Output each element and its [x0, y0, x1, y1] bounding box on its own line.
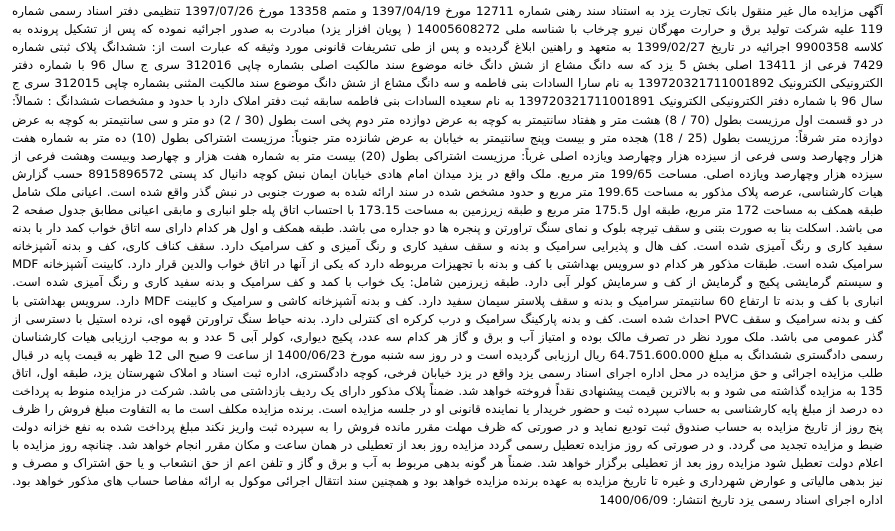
notice-body: آگهی مزایده مال غیر منقول بانک تجارت یزد به استناد سند رهنی شماره 12711 مورخ 1397/04/19 و متمم 13358 مورخ 1397/07/26 تنظیمی دفتر اسناد رسمی شماره 119 علیه شرکت تولید برق و حرارت مهرگان نیرو چرخاب با شناسه ملی 14005608272 ( پویان افزار یزد) مبادرت به صدور اجرائیه نموده که پس از تشکیل پرونده به کلاسه 9900358 اجرائیه در تاریخ 1399/02/27 به متعهد و راهنین ابلاغ گردیده و پس از طی تشریفات قانونی مورد وثیقه که عبارت است از: ششدانگ پلاک ثبتی شماره 7429 فرعی از 13411 اصلی بخش 5 یزد که سه دانگ مشاع از شش دانگ خانه موضوع سند مالکیت اصلی بشماره چاپی 312016 سری ج سال 96 با شماره دفتر الکترونیکی الکترونیک 139720321711001892 به نام سارا السادات بنی فاطمه و سه دانگ مشاع از شش دانگ موضوع سند مالکیت المثنی بشماره چاپی 312015 سری ج سال 96 با شماره دفتر الکترونیکی الکترونیک 139720321711001891 به نام سعیده السادات بنی فاطمه سابقه ثبت دفتر املاک دارد با حدود و مشخصات ششدانگ : شمالاً: در دو قسمت اول مرزیست بطول (70 / 8) هشت متر و هفتاد سانتیمتر به کوچه به عرض دوازده متر دوم پخی است بطول (30 / 2) دو متر و سی سانتیمتر به کوچه به عرض دوازده متر شرقاً: مرزیست بطول (25 / 18) هجده متر و بیست وپنج سانتیمتر به خیابان به عرض شانزده متر جنوباً: مرزیست اشتراکی بطول (10) ده متر به شماره هفت هزار وچهارصد وسی فرعی از سیزده هزار وچهارصد ویازده اصلی غرباً: مرزیست اشتراکی بطول (20) بیست متر به شماره هفت هزار و چهارصد وبیست وهشت فرعی از سیزده هزار وچهارصد ویازده اصلی. مساحت 199/65 متر مربع. ملک واقع در یزد میدان امام هادی خیابان ایمان نبش کوچه دانیال کد پستی 8915896572 حسب گزارش هیات کارشناسی، عرصه پلاک مذکور به مساحت 199.65 متر مربع و حدود مشخص شده در سند ارائه شده به صورت جنوبی در نبش گذر واقع شده است. اعیانی ملک شامل طبقه همکف به مساحت 172 متر مربع، طبقه اول 175.5 متر مربع و طبقه زیرزمین به مساحت 173.15 با احتساب اتاق پله جلو انباری و مابقی اعیانی مطابق جدول صفحه 2 می باشد. اسکلت بنا به صورت بتنی و سقف تیرچه بلوک و نمای سنگ تراورتن و پنجره ها دو جداره می باشد. طبقه همکف و اول هر کدام دارای سه اتاق خواب کمد دار با بدنه سفید کاری و رنگ آمیزی شده است. کف هال و پذیرایی سرامیک و بدنه و سقف سفید کاری و رنگ آمیزی و کف سرامیک دارد. سقف کناف کاری، کف و بدنه آشپزخانه سرامیک شده است. طبقات مذکور هر کدام دو سرویس بهداشتی با کف و بدنه با تجهیزات مربوطه دارد که یکی از آنها در اتاق خواب والدین قرار دارد. کابینت آشپزخانه MDF و سیستم گرمایشی پکیج و گرمایش از کف و سرمایش کولر آبی دارد. طبقه زیرزمین شامل: یک خواب با کمد و کف سرامیک و بدنه سفید کاری و رنگ آمیزی شده است. انباری با کف و بدنه تا ارتفاع 60 سانتیمتر سرامیک و بدنه و سقف پلاستر سیمان سفید دارد. کف و بدنه آشپزخانه کاشی و سرامیک و کابینت MDF دارد. سرویس بهداشتی با کف و بدنه سرامیک و سقف PVC احداث شده است. کف و بدنه پارکینگ سرامیک و درب کرکره ای کنترلی دارد. بدنه حیاط سنگ تراورتن قهوه ای، نرده استیل با دسترسی از گذر عمومی می باشد. ملک مورد نظر در تصرف مالک بوده و امتیاز آب و برق و گاز هر کدام سه عدد، پکیج دیواری، کولر آبی 5 عدد و به موجب ارزیابی هیات کارشناسان رسمی دادگستری ششدانگ به مبلغ 64.751.600.000 ریال ارزیابی گردیده است و در روز سه شنبه مورخ 1400/06/23 از ساعت 9 صبح الی 12 ظهر به قیمت پایه در قبال طلب مزایده اجرائی و حق مزایده در محل اداره اجرای اسناد رسمی یزد واقع در یزد خیابان فرخی، کوچه دادگستری، اداره ثبت اسناد و املاک شهرستان یزد، طبقه اول، اتاق 135 به مزایده گذاشته می شود و به بالاترین قیمت پیشنهادی نقداً فروخته خواهد شد. ضمناً پلاک مذکور دارای یک ردیف بازداشتی می باشد. شرکت در مزایده منوط به پرداخت ده درصد از مبلغ پایه کارشناسی به حساب سپرده ثبت و حضور خریدار یا نماینده قانونی او در جلسه مزایده است. برنده مزایده مکلف است ما به التفاوت مبلغ فروش را ظرف پنج روز از تاریخ مزایده به حساب صندوق ثبت تودیع نماید و در صورتی که ظرف مهلت مقرر مانده فروش را به سپرده ثبت واریز نکند مبلغ پرداخت شده به نفع خزانه دولت ضبط و مزایده تجدید می گردد. و در صورتی که روز مزایده تعطیل رسمی گردد مزایده روز بعد از تعطیلی در همان ساعت و مکان مقرر انجام خواهد شد. چنانچه روز مزایده با اعلام دولت تعطیل شود مزایده روز بعد از تعطیلی برگزار خواهد شد. ضمناً هر گونه بدهی مربوط به آب و برق و گاز و تلفن اعم از حق انشعاب و یا حق اشتراک و مصرف و نیز بدهی مالیاتی و عوارض شهرداری و غیره تا تاریخ مزایده به عهده برنده مزایده خواهد بود و همچنین سند انتقال اجرائی موکول به ارائه مفاصا حساب های مذکور خواهد بود. اداره اجرای اسناد رسمی یزد تاریخ انتشار: 1400/06/09 — [12, 4, 883, 507]
auction-notice — [12, 2, 883, 529]
